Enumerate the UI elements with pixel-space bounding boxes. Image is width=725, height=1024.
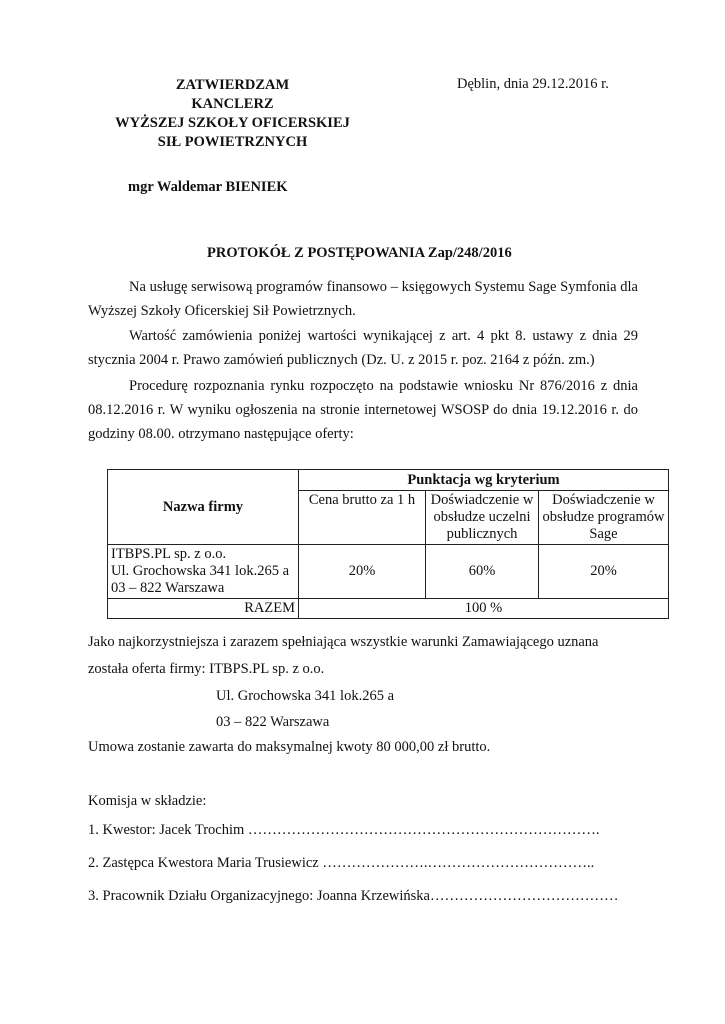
signatory-name: mgr Waldemar BIENIEK xyxy=(128,179,288,195)
firm-city: 03 – 822 Warszawa xyxy=(111,580,225,596)
contract-amount: Umowa zostanie zawarta do maksymalnej kwoty 80 000,00 zł brutto. xyxy=(88,739,491,755)
approval-line: SIŁ POWIETRZNYCH xyxy=(157,134,308,150)
paragraph-procedure-text: Procedurę rozpoznania rynku rozpoczęto na podstawie wniosku Nr 876/2016 z dnia 08.12.2016 r. W wyniku ogłoszenia na stronie internetowej WSOSP do dnia 19.12.2016 r. do godziny 08.00. otrzymano następujące oferty: xyxy=(88,378,638,442)
approval-line: KANCLERZ xyxy=(191,96,274,112)
document-title: PROTOKÓŁ Z POSTĘPOWANIA Zap/248/2016 xyxy=(207,245,512,261)
offers-table xyxy=(107,469,669,619)
score-sage: 20% xyxy=(539,545,669,599)
committee-member-3: 3. Pracownik Działu Organizacyjnego: Joanna Krzewińska………………………………… xyxy=(88,888,619,904)
paragraph-value-text: Wartość zamówienia poniżej wartości wynikającej z art. 4 pkt 8. ustawy z dnia 29 stycznia 2004 r. Prawo zamówień publicznych (Dz. U. z 2015 r. poz. 2164 z późn. zm.) xyxy=(88,328,638,368)
total-value: 100 % xyxy=(299,599,669,619)
firm-street: Ul. Grochowska 341 lok.265 a xyxy=(111,563,290,579)
committee-heading: Komisja w składzie: xyxy=(88,793,207,809)
result-line-1: Jako najkorzystniejsza i zarazem spełniająca wszystkie warunki Zamawiającego uznana xyxy=(88,634,599,650)
total-label: RAZEM xyxy=(108,599,299,619)
paragraph-subject xyxy=(88,275,638,323)
score-price: 20% xyxy=(299,545,426,599)
winner-address-street: Ul. Grochowska 341 lok.265 a xyxy=(216,688,395,704)
header-criterion-price: Cena brutto za 1 h xyxy=(299,491,426,545)
paragraph-value xyxy=(88,324,638,372)
header-criterion-sage: Doświadczenie w obsłudze programów Sage xyxy=(539,491,669,545)
paragraph-subject-text: Na usługę serwisową programów finansowo – księgowych Systemu Sage Symfonia dla Wyższej Szkoły Oficerskiej Sił Powietrznych. xyxy=(88,279,638,319)
paragraph-procedure xyxy=(88,374,638,446)
approval-line: ZATWIERDZAM xyxy=(175,77,290,93)
result-line-2: została oferta firmy: ITBPS.PL sp. z o.o. xyxy=(88,661,325,677)
table-row-firm xyxy=(108,545,299,599)
score-university: 60% xyxy=(426,545,539,599)
header-firm: Nazwa firmy xyxy=(108,470,299,545)
winner-address-city: 03 – 822 Warszawa xyxy=(216,714,330,730)
approval-line: WYŻSZEJ SZKOŁY OFICERSKIEJ xyxy=(115,115,350,131)
firm-name: ITBPS.PL sp. z o.o. xyxy=(111,546,227,562)
header-criterion-university: Doświadczenie w obsłudze uczelni publicznych xyxy=(426,491,539,545)
place-date: Dęblin, dnia 29.12.2016 r. xyxy=(457,76,609,92)
approval-block xyxy=(100,76,365,152)
header-criteria-group: Punktacja wg kryterium xyxy=(299,470,669,491)
committee-member-2: 2. Zastępca Kwestora Maria Trusiewicz ………………….…………………………….. xyxy=(88,855,595,871)
committee-member-1: 1. Kwestor: Jacek Trochim ………………………………………………………………. xyxy=(88,822,600,838)
